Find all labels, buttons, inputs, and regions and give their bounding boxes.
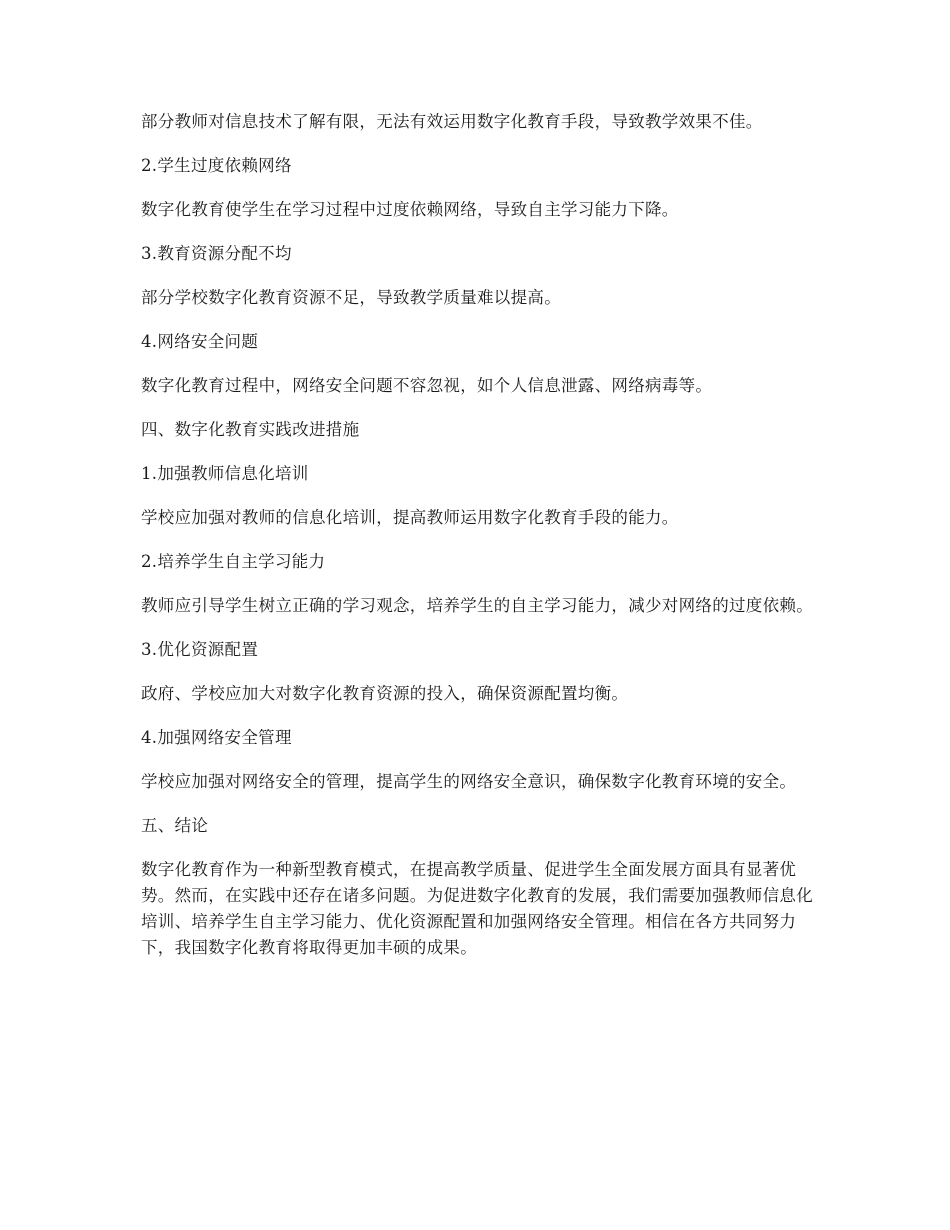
heading-optimize-resources: 3.优化资源配置 (141, 640, 259, 659)
section-heading-improvements: 四、数字化教育实践改进措施 (141, 420, 360, 439)
paragraph-conclusion: 数字化教育作为一种新型教育模式，在提高教学质量、促进学生全面发展方面具有显著优势。然而，在实践中还存在诸多问题。为促进数字化教育的发展，我们需要加强教师信息化培训、培养学生自主学习能力、优化资源配置和加强网络安全管理。相信在各方共同努力下，我国数字化教育将取得更加丰硕的成果。 (141, 860, 813, 957)
heading-resource-imbalance: 3.教育资源分配不均 (141, 244, 292, 263)
paragraph-network-security: 数字化教育过程中，网络安全问题不容忽视，如个人信息泄露、网络病毒等。 (141, 376, 713, 395)
heading-network-security: 4.网络安全问题 (141, 332, 259, 351)
section-heading-conclusion: 五、结论 (141, 816, 209, 835)
paragraph-optimize-resources: 政府、学校应加大对数字化教育资源的投入，确保资源配置均衡。 (141, 684, 629, 703)
paragraph-resource-imbalance: 部分学校数字化教育资源不足，导致教学质量难以提高。 (141, 288, 561, 307)
heading-security-management: 4.加强网络安全管理 (141, 728, 292, 747)
paragraph-security-management: 学校应加强对网络安全的管理，提高学生的网络安全意识，确保数字化教育环境的安全。 (141, 772, 797, 791)
paragraph-teacher-training: 学校应加强对教师的信息化培训，提高教师运用数字化教育手段的能力。 (141, 508, 679, 527)
document-body (141, 109, 813, 961)
heading-student-network-dependence: 2.学生过度依赖网络 (141, 156, 292, 175)
paragraph-self-learning: 教师应引导学生树立正确的学习观念，培养学生的自主学习能力，减少对网络的过度依赖。 (141, 596, 813, 615)
paragraph-teacher-it-limits: 部分教师对信息技术了解有限，无法有效运用数字化教育手段，导致教学效果不佳。 (141, 112, 763, 131)
paragraph-student-network-dependence: 数字化教育使学生在学习过程中过度依赖网络，导致自主学习能力下降。 (141, 200, 679, 219)
heading-teacher-training: 1.加强教师信息化培训 (141, 464, 309, 483)
heading-self-learning: 2.培养学生自主学习能力 (141, 552, 326, 571)
